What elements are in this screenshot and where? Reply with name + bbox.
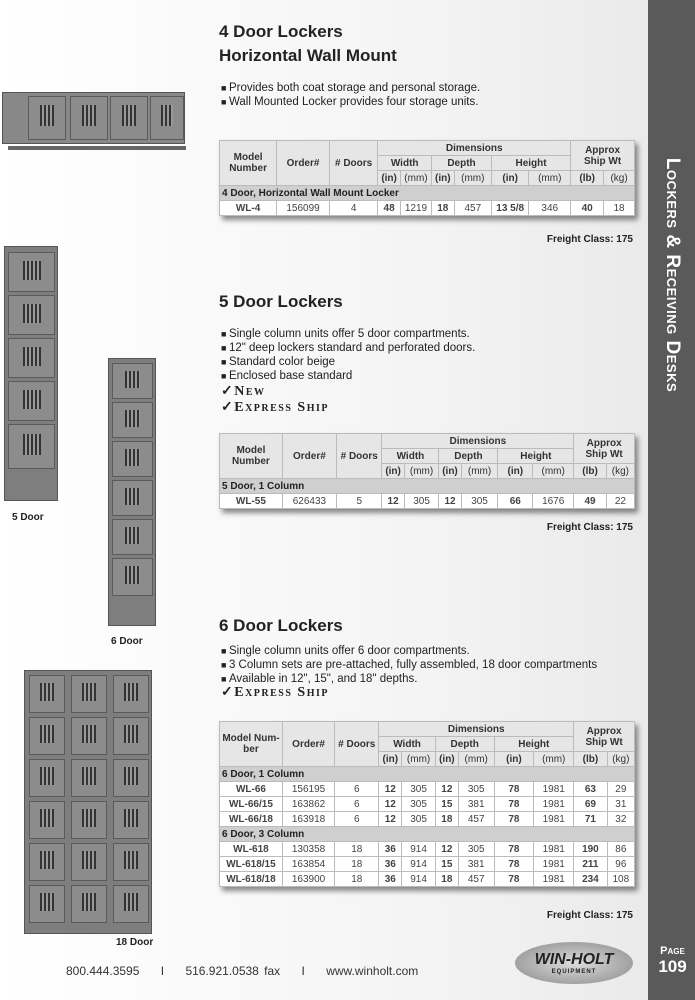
table-row (220, 782, 635, 797)
locker-door (71, 717, 107, 755)
table-cell: 1981 (534, 797, 574, 812)
table-cell: 12 (379, 782, 402, 797)
locker-door (29, 717, 65, 755)
bullet-item: ■ 12" deep lockers standard and perforated doors. (221, 341, 475, 355)
table-cell: WL-4 (220, 201, 277, 216)
unit-header: (mm) (529, 171, 571, 186)
table-cell: 78 (494, 782, 534, 797)
table-cell: 1981 (534, 872, 574, 887)
eighteen-door-locker-image (24, 670, 152, 934)
locker-door (29, 843, 65, 881)
table-cell: 48 (378, 201, 401, 216)
table-cell: 40 (571, 201, 604, 216)
bullet-list (221, 644, 597, 686)
table-cell: 96 (607, 857, 634, 872)
table-cell: 29 (607, 782, 634, 797)
unit-header: (in) (379, 752, 402, 767)
tag-list (221, 384, 329, 416)
table-cell: 66 (498, 494, 533, 509)
coat-rod (8, 146, 186, 150)
table-row (220, 797, 635, 812)
locker-door (113, 801, 149, 839)
table-cell: 457 (458, 872, 494, 887)
feature-tag: ✓Express Ship (221, 685, 329, 700)
column-header: Depth (435, 737, 494, 752)
group-header: 6 Door, 3 Column (220, 827, 635, 842)
table-cell: 346 (529, 201, 571, 216)
fax: 516.921.0538 fax (185, 964, 281, 978)
table-cell: 18 (335, 842, 379, 857)
spec-table (219, 433, 635, 509)
unit-header: (in) (498, 464, 533, 479)
table-cell: 78 (494, 797, 534, 812)
table-cell: 4 (329, 201, 377, 216)
column-header: Order# (277, 141, 330, 186)
bullet-item: ■ Wall Mounted Locker provides four storage units. (221, 95, 480, 109)
column-header: Order# (282, 434, 336, 479)
table-cell: 108 (607, 872, 634, 887)
column-header: Model Num-ber (220, 722, 283, 767)
table-cell: 305 (458, 842, 494, 857)
column-header: Order# (282, 722, 334, 767)
table-cell: 13 5/8 (491, 201, 528, 216)
table-cell: 163918 (282, 812, 334, 827)
table-cell: WL-55 (220, 494, 283, 509)
bullet-item: ■ Single column units offer 6 door compartments. (221, 644, 597, 658)
table-cell: 86 (607, 842, 634, 857)
table-row (220, 201, 635, 216)
table-cell: 6 (335, 782, 379, 797)
freight-class: Freight Class: 175 (546, 234, 633, 245)
unit-header: (in) (435, 752, 458, 767)
unit-header: (in) (432, 171, 455, 186)
unit-header: (kg) (606, 464, 634, 479)
section-4-door (219, 20, 397, 68)
table-cell: 18 (435, 812, 458, 827)
locker-door (113, 717, 149, 755)
column-header: Dimensions (379, 722, 574, 737)
table-cell: 78 (494, 857, 534, 872)
column-header: Approx Ship Wt (571, 141, 635, 171)
table-cell: 63 (574, 782, 608, 797)
column-header: Model Number (220, 141, 277, 186)
unit-header: (in) (494, 752, 534, 767)
table-cell: 914 (402, 842, 436, 857)
unit-header: (lb) (571, 171, 604, 186)
unit-header: (in) (382, 464, 404, 479)
table-cell: 6 (335, 812, 379, 827)
column-header: Dimensions (378, 141, 571, 156)
unit-header: (lb) (574, 464, 606, 479)
table-cell: 305 (402, 782, 436, 797)
unit-header: (kg) (604, 171, 635, 186)
locker-door (113, 885, 149, 923)
table-cell: 163862 (282, 797, 334, 812)
unit-header: (mm) (461, 464, 498, 479)
feature-tag: ✓Express Ship (221, 400, 329, 415)
table-cell: 1981 (534, 782, 574, 797)
table-cell: 12 (379, 797, 402, 812)
table-cell: 18 (335, 857, 379, 872)
unit-header: (mm) (402, 752, 436, 767)
section-subtitle: Horizontal Wall Mount (219, 46, 397, 65)
table-cell: 457 (458, 812, 494, 827)
table-cell: WL-618 (220, 842, 283, 857)
spec-table (219, 721, 635, 887)
table-cell: 15 (435, 857, 458, 872)
table-cell: 381 (458, 797, 494, 812)
table-cell: 914 (402, 857, 436, 872)
locker-door (71, 675, 107, 713)
table-cell: 381 (458, 857, 494, 872)
table-cell: 6 (335, 797, 379, 812)
separator: I (301, 964, 305, 978)
table-row (220, 494, 635, 509)
table-cell: 1981 (534, 842, 574, 857)
group-header: 6 Door, 1 Column (220, 767, 635, 782)
table-cell: 626433 (282, 494, 336, 509)
caption-18-door: 18 Door (116, 937, 154, 948)
wall-locker-image (2, 92, 185, 144)
locker-door (113, 759, 149, 797)
table-cell: 18 (335, 872, 379, 887)
section-title: 6 Door Lockers (219, 616, 343, 635)
table-cell: 1676 (533, 494, 574, 509)
section-title: 4 Door Lockers (219, 22, 343, 41)
tag-list (221, 685, 329, 701)
unit-header: (mm) (458, 752, 494, 767)
unit-header: (mm) (404, 464, 439, 479)
table-cell: 36 (379, 857, 402, 872)
column-header: Depth (439, 449, 498, 464)
table-cell: 22 (606, 494, 634, 509)
unit-header: (in) (491, 171, 528, 186)
column-header: Depth (432, 156, 492, 171)
table-cell: 130358 (282, 842, 334, 857)
bullet-item: ■ Standard color beige (221, 355, 475, 369)
table-cell: 78 (494, 842, 534, 857)
table-cell: 211 (574, 857, 608, 872)
bullet-item: ■ Available in 12", 15", and 18" depths. (221, 672, 597, 686)
bullet-list (221, 327, 475, 383)
column-header: Width (382, 449, 439, 464)
locker-door (71, 843, 107, 881)
table-cell: 78 (494, 872, 534, 887)
table-cell: 36 (379, 842, 402, 857)
table-cell: 71 (574, 812, 608, 827)
spec-table-5-door (219, 433, 635, 509)
table-cell: 18 (432, 201, 455, 216)
unit-header: (kg) (607, 752, 634, 767)
table-cell: 156195 (282, 782, 334, 797)
caption-5-door: 5 Door (12, 512, 44, 523)
bullet-list (221, 81, 480, 109)
table-cell: 1219 (400, 201, 431, 216)
table-cell: 18 (604, 201, 635, 216)
bullet-item: ■ 3 Column sets are pre-attached, fully assembled, 18 door compartments (221, 658, 597, 672)
table-cell: 36 (379, 872, 402, 887)
group-header: 5 Door, 1 Column (220, 479, 635, 494)
table-cell: WL-66 (220, 782, 283, 797)
column-header: Dimensions (382, 434, 574, 449)
table-cell: 1981 (534, 857, 574, 872)
group-header: 4 Door, Horizontal Wall Mount Locker (220, 186, 635, 201)
table-cell: 914 (402, 872, 436, 887)
separator: I (160, 964, 165, 978)
section-title: 5 Door Lockers (219, 292, 343, 311)
locker-door (71, 801, 107, 839)
column-header: # Doors (335, 722, 379, 767)
table-cell: 305 (402, 797, 436, 812)
table-cell: 15 (435, 797, 458, 812)
locker-door (71, 759, 107, 797)
table-cell: WL-66/15 (220, 797, 283, 812)
unit-header: (mm) (400, 171, 431, 186)
column-header: Height (491, 156, 570, 171)
table-cell: 18 (435, 872, 458, 887)
table-cell: 1981 (534, 812, 574, 827)
column-header: Width (379, 737, 436, 752)
freight-class: Freight Class: 175 (546, 522, 633, 533)
page-number: Page 109 (658, 945, 687, 976)
unit-header: (mm) (533, 464, 574, 479)
column-header: Height (494, 737, 574, 752)
spec-table-4-door (219, 140, 635, 216)
table-cell: 305 (402, 812, 436, 827)
unit-header: (mm) (454, 171, 491, 186)
column-header: # Doors (329, 141, 377, 186)
unit-header: (in) (439, 464, 461, 479)
table-cell: 305 (458, 782, 494, 797)
table-cell: 163900 (282, 872, 334, 887)
table-cell: 78 (494, 812, 534, 827)
table-cell: 305 (404, 494, 439, 509)
table-cell: 31 (607, 797, 634, 812)
table-cell: 32 (607, 812, 634, 827)
column-header: # Doors (336, 434, 381, 479)
table-row (220, 872, 635, 887)
column-header: Approx Ship Wt (574, 722, 635, 752)
bullet-item: ■ Provides both coat storage and personal storage. (221, 81, 480, 95)
table-cell: 190 (574, 842, 608, 857)
table-cell: 12 (435, 842, 458, 857)
table-cell: WL-618/15 (220, 857, 283, 872)
locker-door (29, 885, 65, 923)
unit-header: (in) (378, 171, 401, 186)
column-header: Approx Ship Wt (574, 434, 635, 464)
table-row (220, 842, 635, 857)
table-cell: 69 (574, 797, 608, 812)
table-cell: 156099 (277, 201, 330, 216)
feature-tag: ✓New (221, 384, 266, 399)
table-cell: 12 (435, 782, 458, 797)
table-cell: 12 (379, 812, 402, 827)
side-tab-label: Lockers & Receiving Desks (662, 157, 683, 393)
freight-class: Freight Class: 175 (546, 910, 633, 921)
locker-door (71, 885, 107, 923)
caption-6-door: 6 Door (111, 636, 143, 647)
table-cell: 163854 (282, 857, 334, 872)
unit-header: (lb) (574, 752, 608, 767)
locker-door (113, 843, 149, 881)
locker-door (113, 675, 149, 713)
column-header: Height (498, 449, 574, 464)
table-cell: 234 (574, 872, 608, 887)
table-cell: 457 (454, 201, 491, 216)
table-cell: 5 (336, 494, 381, 509)
website-link[interactable]: www.winholt.com (326, 964, 419, 978)
bullet-item: ■ Enclosed base standard (221, 369, 475, 383)
spec-table (219, 140, 635, 216)
table-cell: WL-66/18 (220, 812, 283, 827)
table-row (220, 812, 635, 827)
locker-door (29, 759, 65, 797)
unit-header: (mm) (534, 752, 574, 767)
five-door-locker-image (4, 246, 58, 501)
column-header: Width (378, 156, 432, 171)
footer-contact (66, 964, 418, 978)
table-cell: 12 (439, 494, 461, 509)
locker-door (29, 801, 65, 839)
bullet-item: ■ Single column units offer 5 door compartments. (221, 327, 475, 341)
table-cell: 49 (574, 494, 606, 509)
table-row (220, 857, 635, 872)
six-door-locker-image (108, 358, 156, 626)
locker-door (29, 675, 65, 713)
table-cell: WL-618/18 (220, 872, 283, 887)
table-cell: 305 (461, 494, 498, 509)
table-cell: 12 (382, 494, 404, 509)
phone: 800.444.3595 (66, 964, 140, 978)
column-header: Model Number (220, 434, 283, 479)
winholt-logo: WIN-HOLT EQUIPMENT (515, 942, 633, 984)
spec-table-6-door (219, 721, 635, 887)
